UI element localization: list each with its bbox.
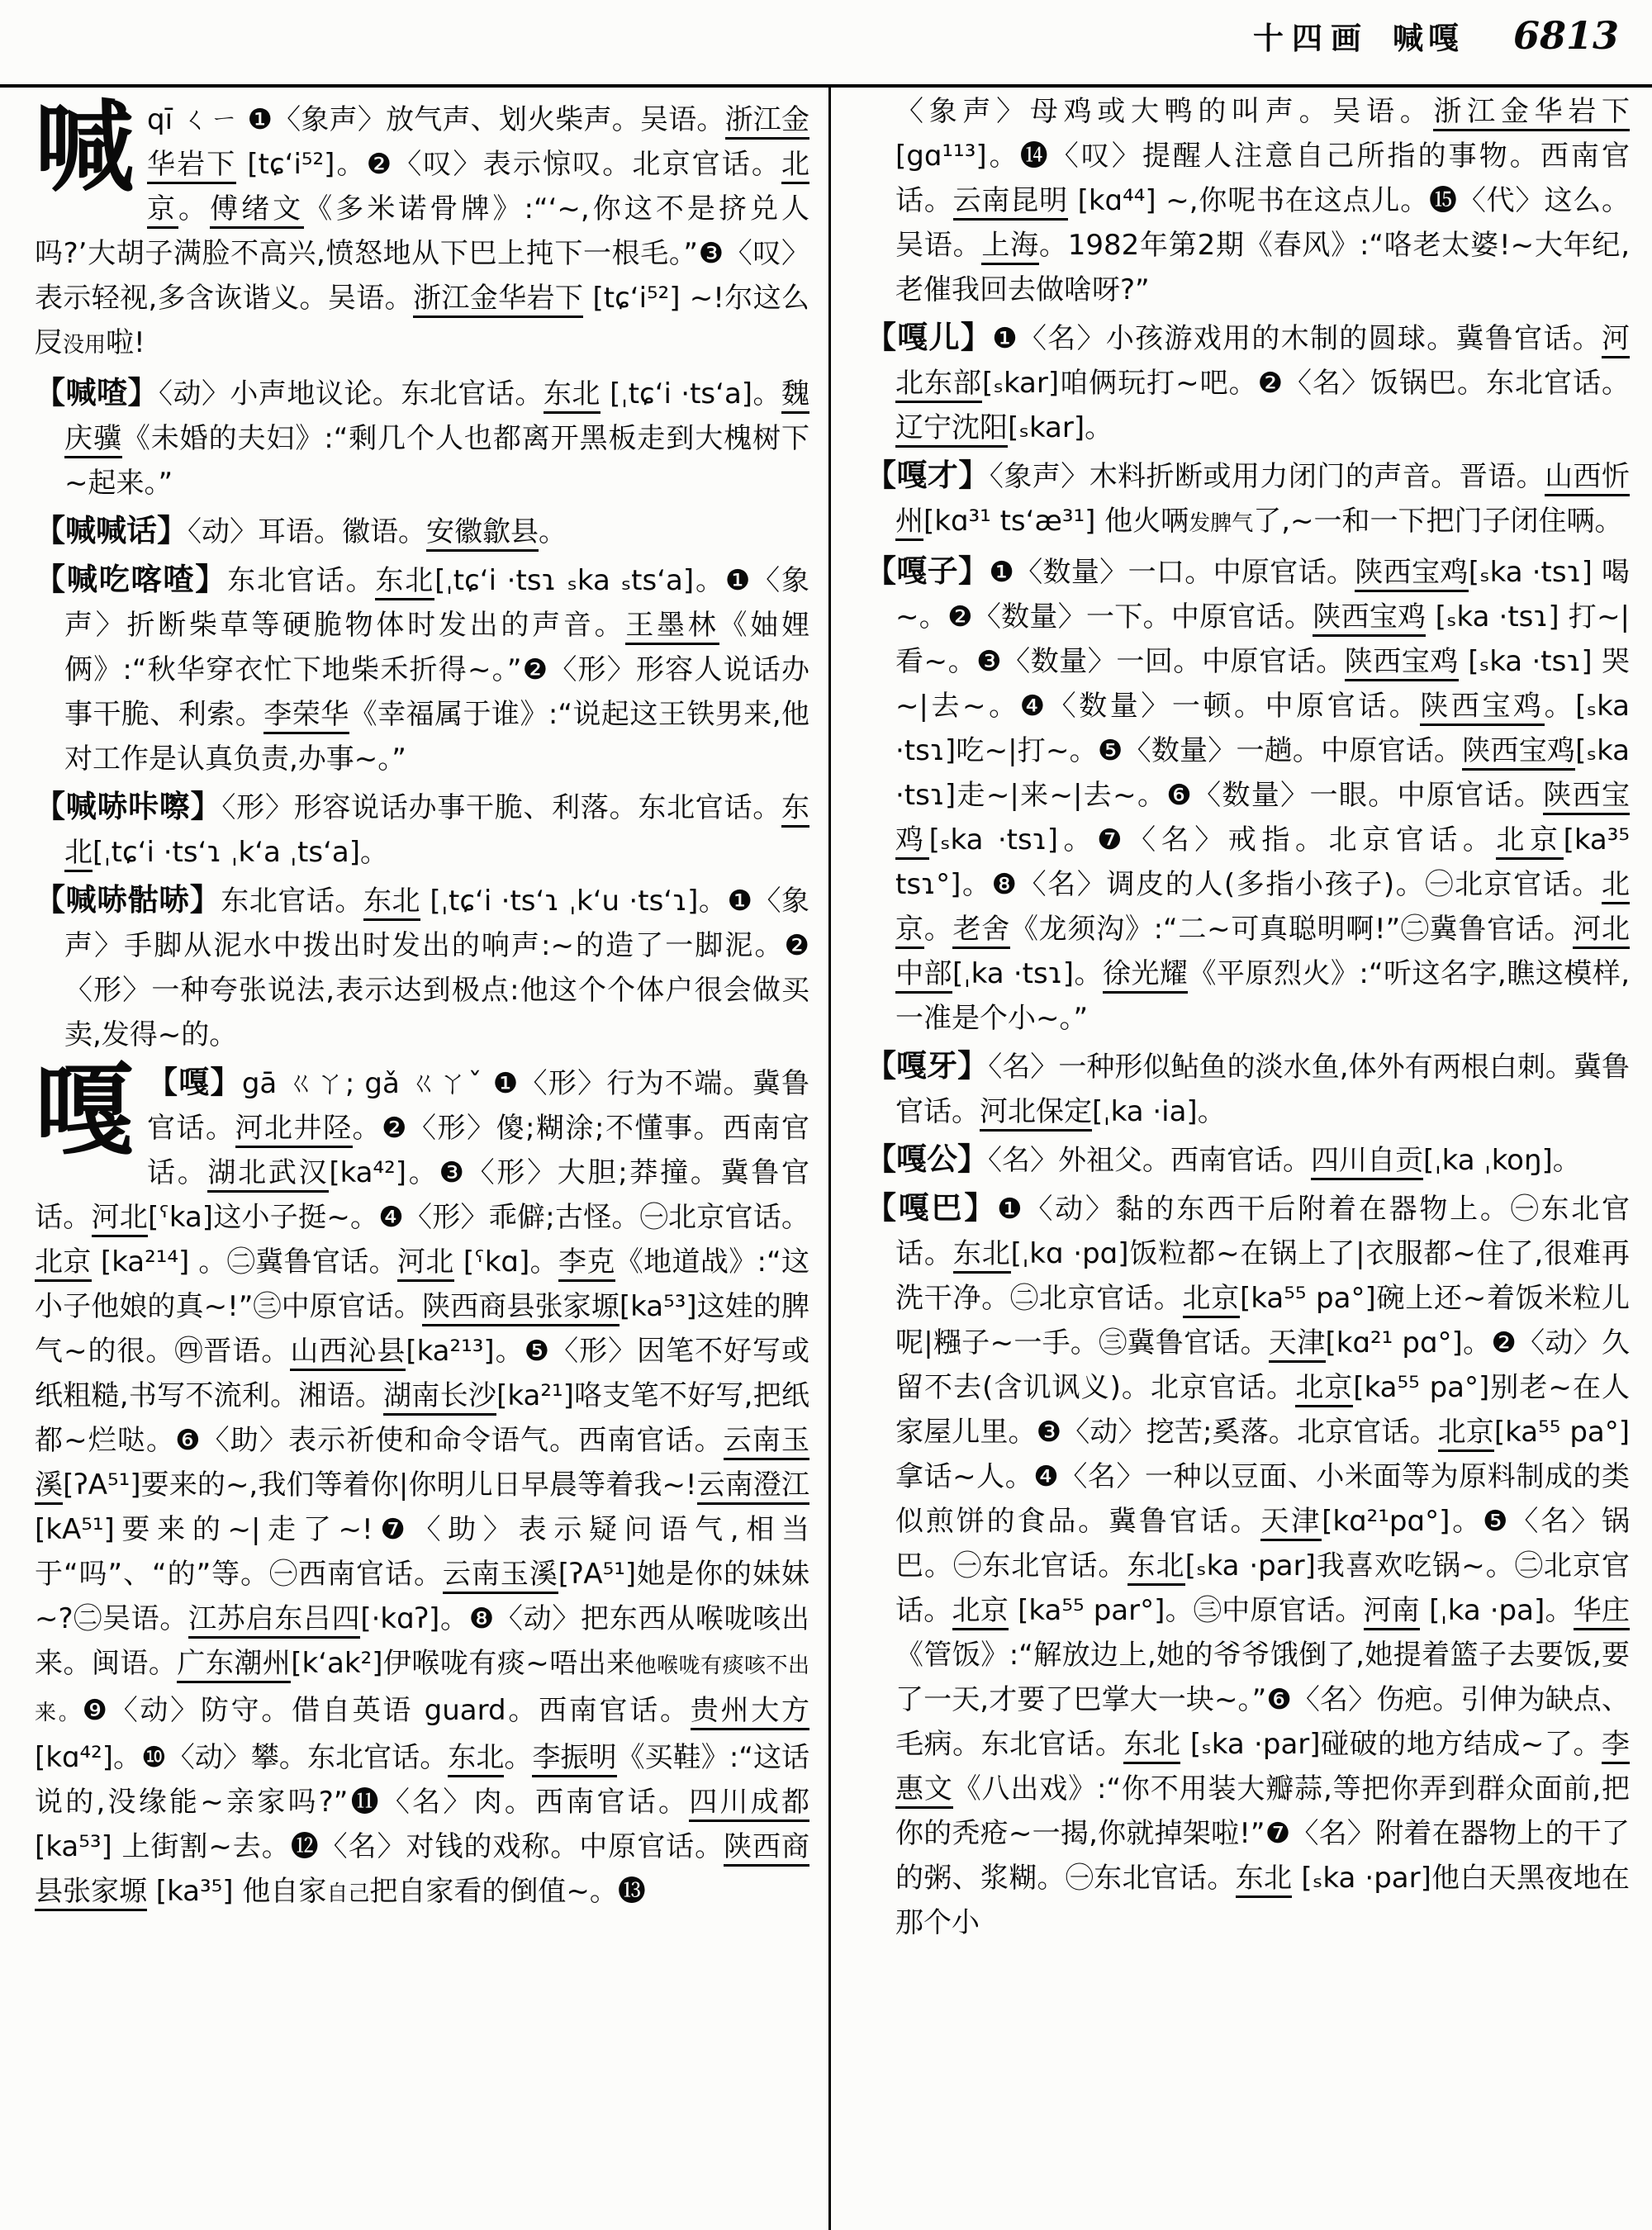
text-segment: [ₛkar]咱俩玩打~吧。❷〈名〉饭锅巴。东北官话。 xyxy=(982,367,1631,400)
headword-character: 喊 xyxy=(35,91,134,206)
text-segment: ❾〈动〉防守。借自英语 guard。西南官话。 xyxy=(82,1694,691,1727)
text-segment: 《妯娌俩》:“秋华穿衣忙下地柴禾折得~。”❷〈形〉形容人说话办事干脆、利索。 xyxy=(64,609,810,731)
place-or-author-name: 河北中部 xyxy=(895,913,1630,994)
text-segment: [kʻak²]伊喉咙有痰~唔出来 xyxy=(291,1647,635,1680)
text-segment: [kɑ²¹ pɑ°]。❷〈动〉久留不去(含讥讽义)。北京官话。 xyxy=(895,1326,1631,1404)
text-segment: 他喉咙有痰咳不出来。 xyxy=(35,1654,810,1725)
place-or-author-name: 东北 xyxy=(1236,1862,1293,1898)
place-or-author-name: 广东潮州 xyxy=(177,1647,291,1683)
entry-headword: 【嘎子】 xyxy=(866,553,990,589)
text-segment: [ka⁴²]。❸〈形〉大胆;莽撞。冀鲁官话。 xyxy=(35,1156,810,1234)
text-segment: 《地道战》:“这小子他娘的真~!”㊂中原官话。 xyxy=(35,1245,809,1323)
place-or-author-name: 东北 xyxy=(953,1237,1011,1274)
text-segment: [ka⁵³]这娃的脾气~的很。㊃晋语。 xyxy=(35,1290,810,1368)
text-segment: [ka⁵⁵ pa°]碗上还~着饭米粒儿呢|糨子~一手。㊂冀鲁官话。 xyxy=(895,1282,1631,1359)
text-segment: [ₛkar]。 xyxy=(1008,411,1113,444)
place-or-author-name: 浙江金华岩下 xyxy=(413,282,583,318)
text-segment: 自己 xyxy=(326,1881,370,1906)
place-or-author-name: 云南澄江 xyxy=(697,1468,809,1505)
entry-headword: 【喊吃喀喳】 xyxy=(35,562,228,597)
text-segment: 把自家看的倒值~。⓭ xyxy=(369,1875,646,1908)
place-or-author-name: 陕西宝鸡 xyxy=(1345,645,1459,681)
place-or-author-name: 李惠文 xyxy=(895,1728,1630,1809)
text-segment: [ₛka ·tsɿ]。❼〈名〉戒指。北京官话。 xyxy=(928,823,1497,856)
place-or-author-name: 北京 xyxy=(147,148,809,229)
text-segment: 。 xyxy=(923,913,953,946)
dict-entry xyxy=(35,371,809,505)
text-segment: ❶〈名〉小孩游戏用的木制的圆球。冀鲁官话。 xyxy=(992,322,1602,355)
entry-headword: 【嘎公】 xyxy=(866,1141,988,1177)
text-segment: [kɑ³¹ tsʻæ³¹] 他火唡 xyxy=(923,505,1189,538)
dict-entry xyxy=(35,878,809,1057)
dict-entry xyxy=(866,1137,1630,1183)
text-segment: 。 xyxy=(178,192,211,225)
place-or-author-name: 华庄 xyxy=(1574,1594,1630,1630)
text-segment: [ʔA⁵¹]要来的~,我们等着你|你明儿日早晨等着我~! xyxy=(63,1468,697,1502)
place-or-author-name: 东北 xyxy=(375,564,434,600)
text-segment: ❶〈动〉黏的东西干后附着在器物上。㊀东北官话。 xyxy=(895,1193,1631,1270)
text-segment: [gɑ¹¹³]。⓮〈叹〉提醒人注意自己所指的事物。西南官话。 xyxy=(895,140,1630,217)
text-segment: [ₛka ·tsɿ] 哭~|去~。❹〈数量〉一顿。中原官话。 xyxy=(895,645,1630,723)
text-segment: [ₛka ·tsɿ]走~|来~|去~。❻〈数量〉一眼。中原官话。 xyxy=(895,734,1631,812)
dict-entry xyxy=(866,89,1630,312)
text-segment: [ₛka ·par]我喜欢吃锅~。㊁北京官话。 xyxy=(895,1549,1631,1627)
text-segment: [ˌka ·pa]。 xyxy=(1420,1594,1574,1627)
place-or-author-name: 河北东部 xyxy=(895,322,1630,403)
text-segment: [ˌkɑ ·pɑ]饭粒都~在锅上了|衣服都~住了,很难再洗干净。㊁北京官话。 xyxy=(895,1237,1631,1315)
text-segment: 《平原烈火》:“听这名字,瞧这模样,一准是个小~。” xyxy=(895,957,1630,1035)
text-segment: [ˤka]这小子挺~。❹〈形〉乖僻;古怪。㊀北京官话。 xyxy=(148,1201,810,1234)
text-segment: 〈象声〉母鸡或大鸭的叫声。吴语。 xyxy=(895,95,1434,128)
text-segment: [ₛka ·tsɿ] 打~|看~。❸〈数量〉一回。中原官话。 xyxy=(895,600,1631,678)
place-or-author-name: 辽宁沈阳 xyxy=(895,411,1008,448)
place-or-author-name: 四川自贡 xyxy=(1311,1144,1423,1180)
entry-headword: 【嘎牙】 xyxy=(866,1048,989,1084)
text-segment: 东北官话。 xyxy=(227,564,376,597)
text-segment: 〈动〉小声地议论。东北官话。 xyxy=(158,377,544,410)
place-or-author-name: 东北 xyxy=(64,791,809,872)
text-segment: qī ㄑㄧ ❶〈象声〉放气声、划火柴声。吴语。 xyxy=(147,103,725,136)
text-segment: 。1982年第2期《春风》:“咯老太婆!~大年纪,老催我回去做啥呀?” xyxy=(895,229,1631,306)
place-or-author-name: 陕西商县张家塬 xyxy=(422,1290,620,1326)
text-segment: [ˌka ˌkoŋ]。 xyxy=(1423,1144,1581,1177)
place-or-author-name: 湖北武汉 xyxy=(207,1156,329,1193)
right-column xyxy=(866,89,1630,1948)
place-or-author-name: 安徽歙县 xyxy=(426,515,539,552)
place-or-author-name: 北京 xyxy=(1496,823,1563,860)
text-segment: [ₛka ·par]碰破的地方结成~了。 xyxy=(1180,1728,1602,1761)
headword-character: 嘎 xyxy=(35,1054,134,1169)
place-or-author-name: 陕西宝鸡 xyxy=(1355,556,1468,592)
place-or-author-name: 浙江金华岩下 xyxy=(1433,95,1630,131)
entry-headword: 【嘎巴】 xyxy=(866,1190,998,1226)
place-or-author-name: 王墨林 xyxy=(625,609,719,645)
text-segment: [ka⁵⁵ pa°]拿话~人。❹〈名〉一种以豆面、小米面等为原料制成的类似煎饼的食品。冀鲁官话。 xyxy=(895,1416,1630,1538)
text-segment: [ka⁵⁵ par°]。㊂中原官话。 xyxy=(1009,1594,1364,1627)
place-or-author-name: 浙江金华岩下 xyxy=(147,103,809,184)
text-segment: 啦! xyxy=(106,326,145,359)
dict-entry xyxy=(866,549,1630,1041)
place-or-author-name: 河北保定 xyxy=(980,1095,1092,1132)
text-segment: [ka²¹⁴] 。㊁冀鲁官话。 xyxy=(91,1245,397,1279)
text-segment: [tɕʻi⁵²]。❷〈叹〉表示惊叹。北京官话。 xyxy=(236,148,782,181)
entry-headword: 【嘎儿】 xyxy=(866,320,993,355)
text-segment: 了,~一和一下把门子闭住唡。 xyxy=(1253,505,1623,538)
text-segment: 。❷〈形〉傻;糊涂;不懂事。西南官话。 xyxy=(147,1112,810,1189)
place-or-author-name: 北京 xyxy=(1183,1282,1241,1318)
text-segment: 《多米诺骨牌》:“‘~,你这不是挤兑人吗?’大胡子满脸不高兴,愤怒地从下巴上扽下一根毛。”❸〈叹〉表示轻视,多含诙谐义。吴语。 xyxy=(35,192,810,315)
place-or-author-name: 河北 xyxy=(397,1245,454,1282)
text-segment: 《买鞋》:“这话说的,没缘能~亲家吗?”⓫〈名〉肉。西南官话。 xyxy=(35,1741,810,1819)
place-or-author-name: 江苏启东吕四 xyxy=(188,1602,360,1639)
text-segment: [ka³⁵ tsɿ°]。❽〈名〉调皮的人(多指小孩子)。㊀北京官话。 xyxy=(895,823,1631,901)
place-or-author-name: 四川成都 xyxy=(689,1786,809,1822)
text-segment: [ka²¹³]。❺〈形〉因笔不好写或纸粗糙,书写不流利。湘语。 xyxy=(35,1335,810,1412)
entry-headword: 【喊哧咔嚓】 xyxy=(35,789,222,824)
place-or-author-name: 陕西宝鸡 xyxy=(1313,600,1426,637)
place-or-author-name: 云南昆明 xyxy=(953,184,1068,221)
dict-entry xyxy=(35,509,809,554)
header-rule xyxy=(0,84,1652,88)
text-segment: [·kɑʔ]。❽〈动〉把东西从喉咙咳出来。闽语。 xyxy=(35,1602,810,1680)
place-or-author-name: 李克 xyxy=(558,1245,615,1282)
place-or-author-name: 陕西宝鸡 xyxy=(1462,734,1575,771)
text-segment: 东北官话。 xyxy=(221,885,363,918)
place-or-author-name: 天津 xyxy=(1269,1326,1326,1363)
text-segment: [ka⁵³] 上街割~去。⓬〈名〉对钱的戏称。中原官话。 xyxy=(35,1830,724,1863)
text-segment: 《龙须沟》:“二~可真聪明啊!”㊁冀鲁官话。 xyxy=(1009,913,1574,946)
text-segment: [ka³⁵] 他自家 xyxy=(147,1875,327,1908)
place-or-author-name: 湖南长沙 xyxy=(383,1379,496,1416)
text-segment: [tɕʻi⁵²] ~!尔这么㞋 xyxy=(35,282,809,359)
text-segment: 《幸福属于谁》:“说起这王铁男来,他对工作是认真负责,办事~。” xyxy=(64,698,809,776)
text-segment: [ka⁵⁵ pa°]别老~在人家屋儿里。❸〈动〉挖苦;奚落。北京官话。 xyxy=(895,1371,1630,1449)
entry-headword: 【嘎】 xyxy=(147,1065,242,1100)
place-or-author-name: 东北 xyxy=(363,885,420,921)
text-segment: [kɑ⁴²]。❿〈动〉攀。东北官话。 xyxy=(35,1741,449,1774)
dict-entry xyxy=(35,785,809,875)
place-or-author-name: 东北 xyxy=(544,377,601,414)
text-segment: [ˌtɕʻi ·tsʻɿ ˌkʻa ˌtsʻa]。 xyxy=(93,836,388,869)
place-or-author-name: 云南玉溪 xyxy=(443,1558,558,1594)
place-or-author-name: 山西沁县 xyxy=(290,1335,406,1371)
place-or-author-name: 北京 xyxy=(952,1594,1009,1630)
place-or-author-name: 河北井陉 xyxy=(235,1112,353,1148)
text-segment: [kɑ²¹pɑ°]。❺〈名〉锅巴。㊀东北官话。 xyxy=(895,1505,1630,1582)
text-segment: [ˤkɑ]。 xyxy=(453,1245,558,1279)
place-or-author-name: 北京 xyxy=(1438,1416,1494,1452)
page-header xyxy=(0,13,1619,58)
place-or-author-name: 陕西宝鸡 xyxy=(1420,690,1544,726)
place-or-author-name: 傅绪文 xyxy=(210,192,304,229)
place-or-author-name: 河南 xyxy=(1364,1594,1421,1630)
text-segment: 。[ₛka ·tsɿ]吃~|打~。❺〈数量〉一趟。中原官话。 xyxy=(895,690,1630,767)
text-segment: [ₛka ·par]他白天黑夜地在那个小 xyxy=(895,1862,1631,1939)
text-segment: 〈名〉一种形似鲇鱼的淡水鱼,体外有两根白刺。冀鲁官话。 xyxy=(895,1051,1631,1128)
column-divider-rule xyxy=(828,88,831,2230)
text-segment: 〈象声〉木料折断或用力闭门的声音。晋语。 xyxy=(989,460,1545,493)
text-segment: 《八出戏》:“你不用装大瓣蒜,等把你弄到群众面前,把你的秃疮~一揭,你就掉架啦!”❼〈名〉附着在器物上的干了的粥、浆糊。㊀东北官话。 xyxy=(895,1772,1630,1895)
place-or-author-name: 魏庆骥 xyxy=(64,377,809,458)
place-or-author-name: 东北 xyxy=(448,1741,504,1777)
text-segment: 。 xyxy=(504,1741,533,1774)
place-or-author-name: 李荣华 xyxy=(263,698,349,734)
text-segment: 〈形〉形容说话办事干脆、利落。东北官话。 xyxy=(221,791,782,824)
text-segment: 。 xyxy=(539,515,567,548)
place-or-author-name: 陕西宝鸡 xyxy=(895,779,1630,860)
place-or-author-name: 东北 xyxy=(1123,1728,1180,1764)
page-number: 6813 xyxy=(1512,13,1619,58)
place-or-author-name: 贵州大方 xyxy=(691,1694,809,1730)
entry-headword: 【喊喊话】 xyxy=(35,513,188,548)
left-column xyxy=(35,91,810,1919)
place-or-author-name: 北京 xyxy=(35,1245,92,1282)
text-segment: [ₛka ·tsɿ] 喝~。❷〈数量〉一下。中原官话。 xyxy=(895,556,1631,633)
place-or-author-name: 北京 xyxy=(895,868,1630,949)
dict-entry xyxy=(866,453,1630,546)
place-or-author-name: 云南玉溪 xyxy=(35,1424,809,1505)
dict-entry xyxy=(866,1186,1630,1945)
text-segment: gā ㄍㄚ; gǎ ㄍㄚˇ ❶〈形〉行为不端。冀鲁官话。 xyxy=(147,1067,810,1145)
place-or-author-name: 北京 xyxy=(1295,1371,1353,1407)
text-segment: [ka²¹]咯支笔不好写,把纸都~烂哒。❻〈助〉表示祈使和命令语气。西南官话。 xyxy=(35,1379,809,1457)
place-or-author-name: 李振明 xyxy=(532,1741,616,1777)
place-or-author-name: 陕西商县张家塬 xyxy=(35,1830,809,1911)
dict-entry xyxy=(866,316,1630,450)
text-segment: [kɑ⁴⁴] ~,你呢书在这点儿。⓯〈代〉这么。吴语。 xyxy=(895,184,1630,262)
text-segment: [ˌka ·tsɿ]。 xyxy=(952,957,1103,990)
text-segment: 没用 xyxy=(63,333,107,358)
dict-entry xyxy=(35,91,810,368)
place-or-author-name: 天津 xyxy=(1260,1505,1322,1541)
place-or-author-name: 老舍 xyxy=(952,913,1009,949)
dict-entry xyxy=(35,558,809,781)
place-or-author-name: 上海 xyxy=(981,229,1039,265)
stroke-section-label: 十四画 xyxy=(1252,21,1370,56)
dict-entry xyxy=(35,1054,810,1916)
text-segment: [ˌtɕʻi ·tsʻa]。 xyxy=(600,377,782,410)
text-segment: [ˌtɕʻi ·tsʻɿ ˌkʻu ·tsʻɿ]。❶〈象声〉手脚从泥水中拨出时发出的响声:~的造了一脚泥。❷〈形〉一种夸张说法,表示达到极点:他这个个体户很会做买卖,发得~的。 xyxy=(64,885,810,1051)
text-segment: [ʔA⁵¹]她是你的妹妹~?㊁吴语。 xyxy=(35,1558,809,1635)
text-segment: 〈名〉外祖父。西南官话。 xyxy=(988,1144,1311,1177)
text-segment: [ˌtɕʻi ·tsɿ ₛka ₛtsʻa]。❶〈象声〉折断柴草等硬脆物体时发出的声音。 xyxy=(64,564,810,642)
place-or-author-name: 徐光耀 xyxy=(1103,957,1188,994)
text-segment: 《未婚的夫妇》:“剩几个人也都离开黑板走到大槐树下~起来。” xyxy=(64,422,809,500)
text-segment: ❶〈数量〉一口。中原官话。 xyxy=(989,556,1355,589)
text-segment: [ˌka ·ia]。 xyxy=(1092,1095,1226,1128)
text-segment: 发脾气 xyxy=(1189,511,1254,536)
place-or-author-name: 山西忻州 xyxy=(895,460,1630,541)
dict-entry xyxy=(866,1044,1630,1134)
entry-headword: 【嘎才】 xyxy=(866,458,990,493)
place-or-author-name: 河北 xyxy=(92,1201,149,1237)
text-segment: 〈动〉耳语。徽语。 xyxy=(188,515,426,548)
entry-headword: 【喊哧骷哧】 xyxy=(35,882,221,918)
guide-words: 喊嘎 xyxy=(1392,21,1464,56)
text-segment: 《管饭》:“解放边上,她的爷爷饿倒了,她提着篮子去要饭,要了一天,才要了巴掌大一块~。”❻〈名〉伤疤。引伸为缺点、毛病。东北官话。 xyxy=(895,1639,1630,1761)
place-or-author-name: 东北 xyxy=(1127,1549,1185,1586)
text-segment: [kA⁵¹]要来的~|走了~!❼〈助〉表示疑问语气,相当于“吗”、“的”等。㊀西南官话。 xyxy=(35,1513,809,1591)
entry-headword: 【喊喳】 xyxy=(35,375,159,410)
